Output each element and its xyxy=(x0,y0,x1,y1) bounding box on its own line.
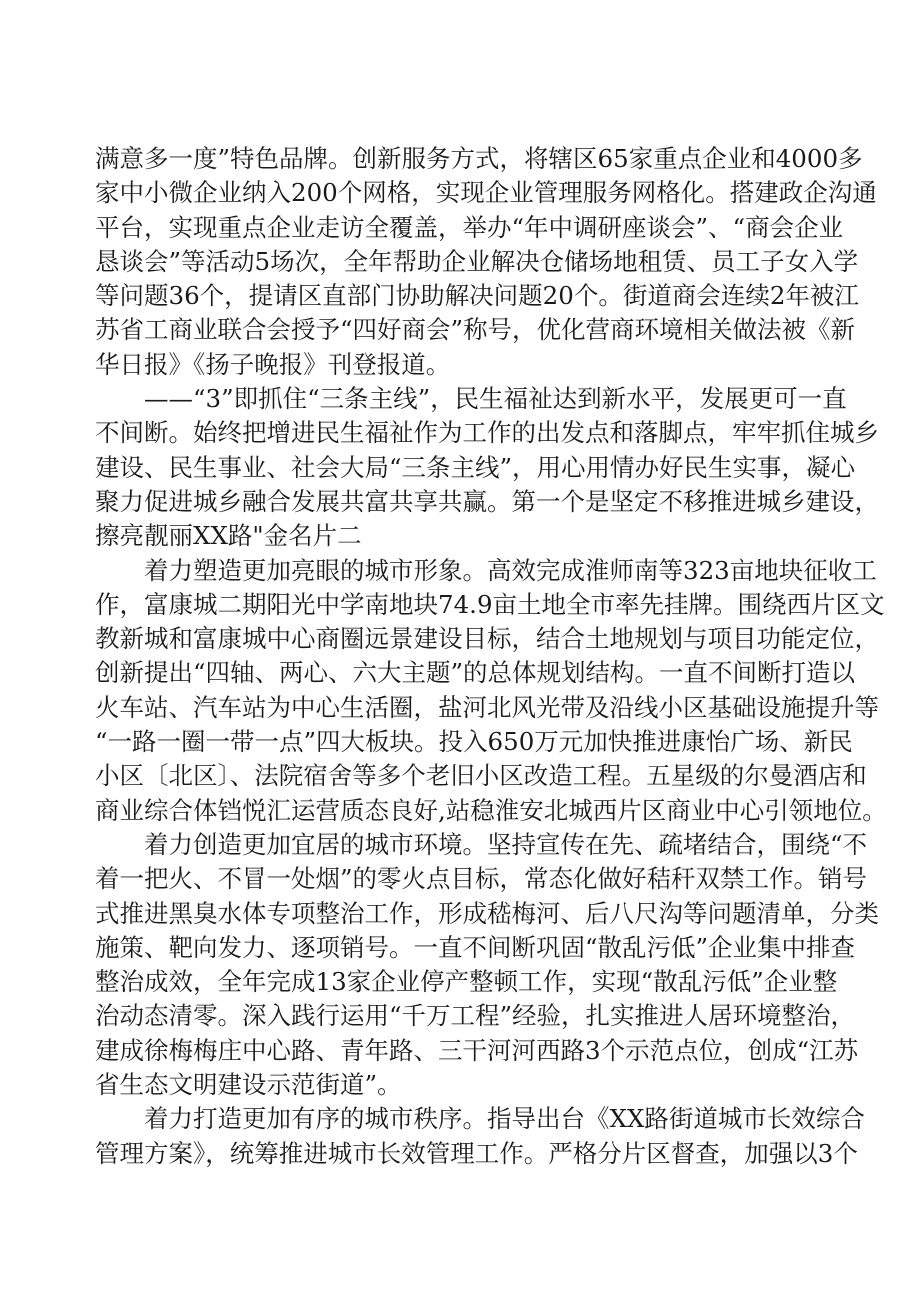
text-line: 着力打造更加有序的城市秩序。指导出台《XX路街道城市长效综合 xyxy=(144,1104,865,1134)
text-line: 整治成效，全年完成13家企业停产整顿工作，实现“散乱污低”企业整 xyxy=(95,967,838,997)
text-line: “一路一圈一带一点”四大板块。投入650万元加快推进康怡广场、新民 xyxy=(95,727,853,757)
document-page xyxy=(95,142,887,1171)
text-line: 恳谈会”等活动5场次，全年帮助企业解决仓储场地租赁、员工子女入学 xyxy=(95,246,859,276)
text-line: 着力创造更加宜居的城市环境。坚持宣传在先、疏堵结合，围绕“不 xyxy=(144,829,868,859)
text-line: 小区〔北区〕、法院宿舍等多个老旧小区改造工程。五星级的尔曼酒店和 xyxy=(95,761,867,791)
text-line: 等问题36个，提请区直部门协助解决问题20个。街道商会连续2年被江 xyxy=(95,281,859,311)
text-line: 华日报》《扬子晚报》刊登报道。 xyxy=(95,349,451,379)
text-line: 擦亮靓丽XX路"金名片二 xyxy=(95,521,362,551)
text-line: 苏省工商业联合会授予“四好商会”称号，优化营商环境相关做法被《新 xyxy=(95,315,856,345)
text-line: 着力塑造更加亮眼的城市形象。高效完成淮师南等323亩地块征收工 xyxy=(144,555,877,585)
text-line: 着一把火、不冒一处烟”的零火点目标，常态化做好秸秆双禁工作。销号 xyxy=(95,864,868,894)
text-line: 平台，实现重点企业走访全覆盖，举办“年中调研座谈会”、“商会企业 xyxy=(95,212,844,242)
text-line: 省生态文明建设示范街道”。 xyxy=(95,1070,402,1100)
text-line: 火车站、汽车站为中心生活圈，盐河北风光带及沿线小区基础设施提升等 xyxy=(95,692,879,722)
text-line: 创新提出“四轴、两心、六大主题”的总体规划结构。一直不间断打造以 xyxy=(95,658,856,688)
text-line: 建设、民生事业、社会大局“三条主线”，用心用情办好民生实事，凝心 xyxy=(95,452,856,482)
text-line: 施策、靶向发力、逐项销号。一直不间断巩固“散乱污低”企业集中排查 xyxy=(95,932,856,962)
text-line: 建成徐梅梅庄中心路、青年路、三干河河西路3个示范点位，创成“江苏 xyxy=(95,1035,859,1065)
text-line: 商业综合体铛悦汇运营质态良好,站稳淮安北城西片区商业中心引领地位。 xyxy=(95,795,887,825)
text-line: ——“3”即抓住“三条主线”，民生福祉达到新水平，发展更可一直 xyxy=(144,384,847,414)
text-line: 满意多一度”特色品牌。创新服务方式，将辖区65家重点企业和4000多 xyxy=(95,144,863,173)
text-line: 治动态清零。深入践行运用“千万工程”经验，扎实推进人居环境整治， xyxy=(95,1001,856,1031)
text-line: 家中小微企业纳入200个网格，实现企业管理服务网格化。搭建政企沟通 xyxy=(95,178,877,208)
text-line: 管理方案》，统筹推进城市长效管理工作。严格分片区督查，加强以3个 xyxy=(95,1138,858,1168)
text-line: 教新城和富康城中心商圈远景建设目标，结合土地规划与项目功能定位， xyxy=(95,624,879,654)
text-line: 作，富康城二期阳光中学南地块74.9亩土地全市率先挂牌。围绕西片区文 xyxy=(95,589,885,619)
text-line: 式推进黑臭水体专项整治工作，形成嵇梅河、后八尺沟等问题清单，分类 xyxy=(95,898,879,928)
text-line: 不间断。始终把增进民生福祉作为工作的出发点和落脚点，牢牢抓住城乡 xyxy=(95,418,879,448)
text-line: 聚力促进城乡融合发展共富共享共赢。第一个是坚定不移推进城乡建设， xyxy=(95,486,879,516)
